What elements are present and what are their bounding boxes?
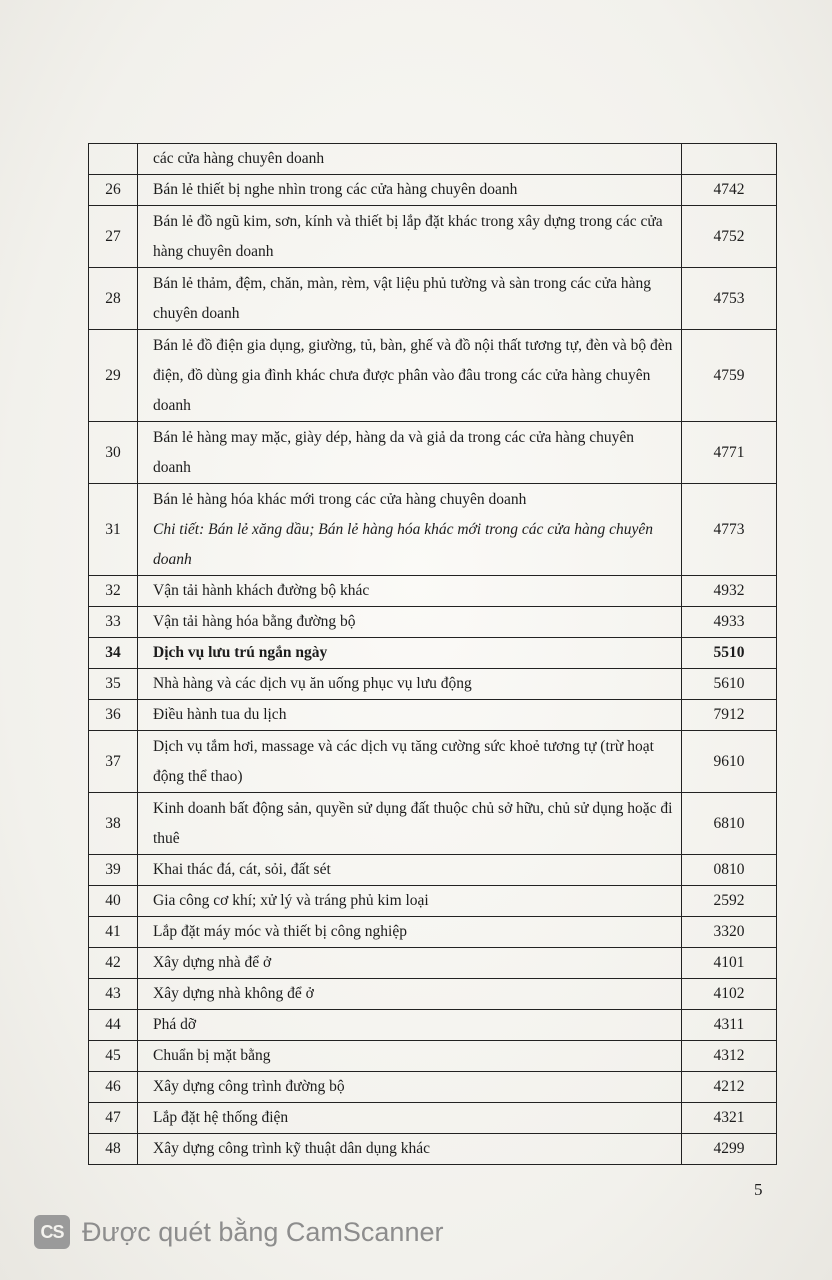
industry-code-cell: 4759 — [682, 330, 777, 422]
industry-code-cell: 4311 — [682, 1010, 777, 1041]
industry-name-cell — [138, 979, 682, 1010]
table-row — [89, 576, 777, 607]
table-row — [89, 1041, 777, 1072]
industry-code-cell — [682, 144, 777, 175]
industry-name-cell — [138, 886, 682, 917]
row-number-cell — [89, 144, 138, 175]
row-number-cell: 39 — [89, 855, 138, 886]
industry-name: Xây dựng công trình kỹ thuật dân dụng khác — [153, 1140, 431, 1157]
table-row — [89, 1134, 777, 1165]
industry-name-cell — [138, 1010, 682, 1041]
camscanner-footer — [34, 1215, 443, 1249]
industry-name-cell — [138, 206, 682, 268]
industry-name: Nhà hàng và các dịch vụ ăn uống phục vụ lưu động — [153, 675, 472, 692]
industry-name-cell — [138, 1103, 682, 1134]
industry-name: Xây dựng nhà không để ở — [153, 985, 314, 1002]
industry-code-cell: 5610 — [682, 669, 777, 700]
industry-name: Gia công cơ khí; xử lý và tráng phủ kim loại — [153, 892, 429, 909]
row-number-cell: 33 — [89, 607, 138, 638]
industry-code-cell: 4773 — [682, 484, 777, 576]
industry-name-cell — [138, 638, 682, 669]
industry-name-cell — [138, 855, 682, 886]
industry-code-cell: 4933 — [682, 607, 777, 638]
row-number-cell: 34 — [89, 638, 138, 669]
table-row — [89, 268, 777, 330]
industry-code-cell: 4102 — [682, 979, 777, 1010]
industry-detail: Chi tiết: Bán lẻ xăng dầu; Bán lẻ hàng hóa khác mới trong các cửa hàng chuyên doanh — [153, 520, 653, 568]
industry-name: Xây dựng công trình đường bộ — [153, 1078, 345, 1095]
industry-name-cell — [138, 1041, 682, 1072]
table-row — [89, 979, 777, 1010]
table-row — [89, 330, 777, 422]
row-number-cell: 42 — [89, 948, 138, 979]
industry-code-cell: 3320 — [682, 917, 777, 948]
row-number-cell: 45 — [89, 1041, 138, 1072]
industry-code-cell: 7912 — [682, 700, 777, 731]
industry-name: Bán lẻ hàng may mặc, giày dép, hàng da và giả da trong các cửa hàng chuyên doanh — [153, 428, 634, 476]
table-row — [89, 793, 777, 855]
industry-name: Lắp đặt hệ thống điện — [153, 1109, 289, 1126]
row-number-cell: 31 — [89, 484, 138, 576]
industry-name: Kinh doanh bất động sản, quyền sử dụng đất thuộc chủ sở hữu, chủ sử dụng hoặc đi thuê — [153, 799, 673, 847]
industry-name: Dịch vụ tắm hơi, massage và các dịch vụ tăng cường sức khoẻ tương tự (trừ hoạt động thể thao) — [153, 737, 654, 785]
industry-code-cell: 4212 — [682, 1072, 777, 1103]
industry-name-cell — [138, 700, 682, 731]
industry-name-cell — [138, 484, 682, 576]
industry-name-cell — [138, 144, 682, 175]
industry-name: Dịch vụ lưu trú ngắn ngày — [153, 644, 328, 661]
row-number-cell: 47 — [89, 1103, 138, 1134]
row-number-cell: 38 — [89, 793, 138, 855]
row-number-cell: 36 — [89, 700, 138, 731]
industry-name: Vận tải hàng hóa bằng đường bộ — [153, 613, 356, 630]
industry-code-cell: 4771 — [682, 422, 777, 484]
table-row — [89, 206, 777, 268]
industry-name-cell — [138, 1072, 682, 1103]
table-row — [89, 422, 777, 484]
table-row — [89, 948, 777, 979]
industry-name: các cửa hàng chuyên doanh — [153, 150, 325, 167]
industry-code-cell: 4299 — [682, 1134, 777, 1165]
table-row — [89, 175, 777, 206]
business-codes-table — [88, 143, 777, 1165]
industry-name: Chuẩn bị mặt bằng — [153, 1047, 271, 1064]
table-body — [89, 144, 777, 1165]
industry-name: Lắp đặt máy móc và thiết bị công nghiệp — [153, 923, 407, 940]
camscanner-logo-icon: CS — [34, 1215, 70, 1249]
industry-name: Vận tải hành khách đường bộ khác — [153, 582, 370, 599]
table-row — [89, 484, 777, 576]
industry-name-cell — [138, 1134, 682, 1165]
table-row — [89, 144, 777, 175]
industry-code-cell: 4932 — [682, 576, 777, 607]
industry-code-cell: 4321 — [682, 1103, 777, 1134]
row-number-cell: 30 — [89, 422, 138, 484]
row-number-cell: 46 — [89, 1072, 138, 1103]
industry-name: Bán lẻ đồ ngũ kim, sơn, kính và thiết bị lắp đặt khác trong xây dựng trong các cửa hàng chuyên doanh — [153, 212, 663, 260]
row-number-cell: 28 — [89, 268, 138, 330]
industry-code-cell: 4312 — [682, 1041, 777, 1072]
industry-name-cell — [138, 175, 682, 206]
table-row — [89, 886, 777, 917]
row-number-cell: 40 — [89, 886, 138, 917]
industry-name: Bán lẻ thiết bị nghe nhìn trong các cửa hàng chuyên doanh — [153, 181, 518, 198]
table-row — [89, 700, 777, 731]
industry-code-cell: 4101 — [682, 948, 777, 979]
industry-name-cell — [138, 917, 682, 948]
industry-name-cell — [138, 731, 682, 793]
industry-name-cell — [138, 948, 682, 979]
industry-code-cell: 4753 — [682, 268, 777, 330]
row-number-cell: 26 — [89, 175, 138, 206]
industry-name-cell — [138, 330, 682, 422]
industry-name: Bán lẻ hàng hóa khác mới trong các cửa hàng chuyên doanh — [153, 490, 527, 508]
industry-name-cell — [138, 268, 682, 330]
industry-name: Khai thác đá, cát, sỏi, đất sét — [153, 861, 331, 878]
industry-code-cell: 9610 — [682, 731, 777, 793]
industry-name-cell — [138, 669, 682, 700]
table-row — [89, 607, 777, 638]
table-row — [89, 731, 777, 793]
industry-name: Bán lẻ thảm, đệm, chăn, màn, rèm, vật liệu phủ tường và sàn trong các cửa hàng chuyên doanh — [153, 274, 652, 322]
row-number-cell: 27 — [89, 206, 138, 268]
row-number-cell: 37 — [89, 731, 138, 793]
table-row — [89, 1072, 777, 1103]
table-row — [89, 1010, 777, 1041]
row-number-cell: 48 — [89, 1134, 138, 1165]
page-number: 5 — [754, 1180, 763, 1199]
industry-code-cell: 6810 — [682, 793, 777, 855]
row-number-cell: 35 — [89, 669, 138, 700]
industry-name: Điều hành tua du lịch — [153, 706, 287, 723]
row-number-cell: 43 — [89, 979, 138, 1010]
industry-code-cell: 4752 — [682, 206, 777, 268]
industry-name-cell — [138, 607, 682, 638]
industry-code-cell: 5510 — [682, 638, 777, 669]
industry-name: Bán lẻ đồ điện gia dụng, giường, tủ, bàn, ghế và đồ nội thất tương tự, đèn và bộ đèn điện, đồ dùng gia đình khác chưa được phân vào đâu trong các cửa hàng chuyên doanh — [153, 336, 673, 414]
row-number-cell: 41 — [89, 917, 138, 948]
industry-code-cell: 4742 — [682, 175, 777, 206]
table-row — [89, 1103, 777, 1134]
table-row — [89, 638, 777, 669]
table-row — [89, 855, 777, 886]
industry-code-cell: 0810 — [682, 855, 777, 886]
industry-name-cell — [138, 576, 682, 607]
row-number-cell: 29 — [89, 330, 138, 422]
row-number-cell: 32 — [89, 576, 138, 607]
industry-name: Phá dỡ — [153, 1016, 197, 1033]
industry-code-cell: 2592 — [682, 886, 777, 917]
table-row — [89, 917, 777, 948]
industry-name-cell — [138, 422, 682, 484]
row-number-cell: 44 — [89, 1010, 138, 1041]
industry-name-cell — [138, 793, 682, 855]
industry-name: Xây dựng nhà để ở — [153, 954, 272, 971]
camscanner-footer-text: Được quét bằng CamScanner — [82, 1216, 444, 1247]
table-row — [89, 669, 777, 700]
